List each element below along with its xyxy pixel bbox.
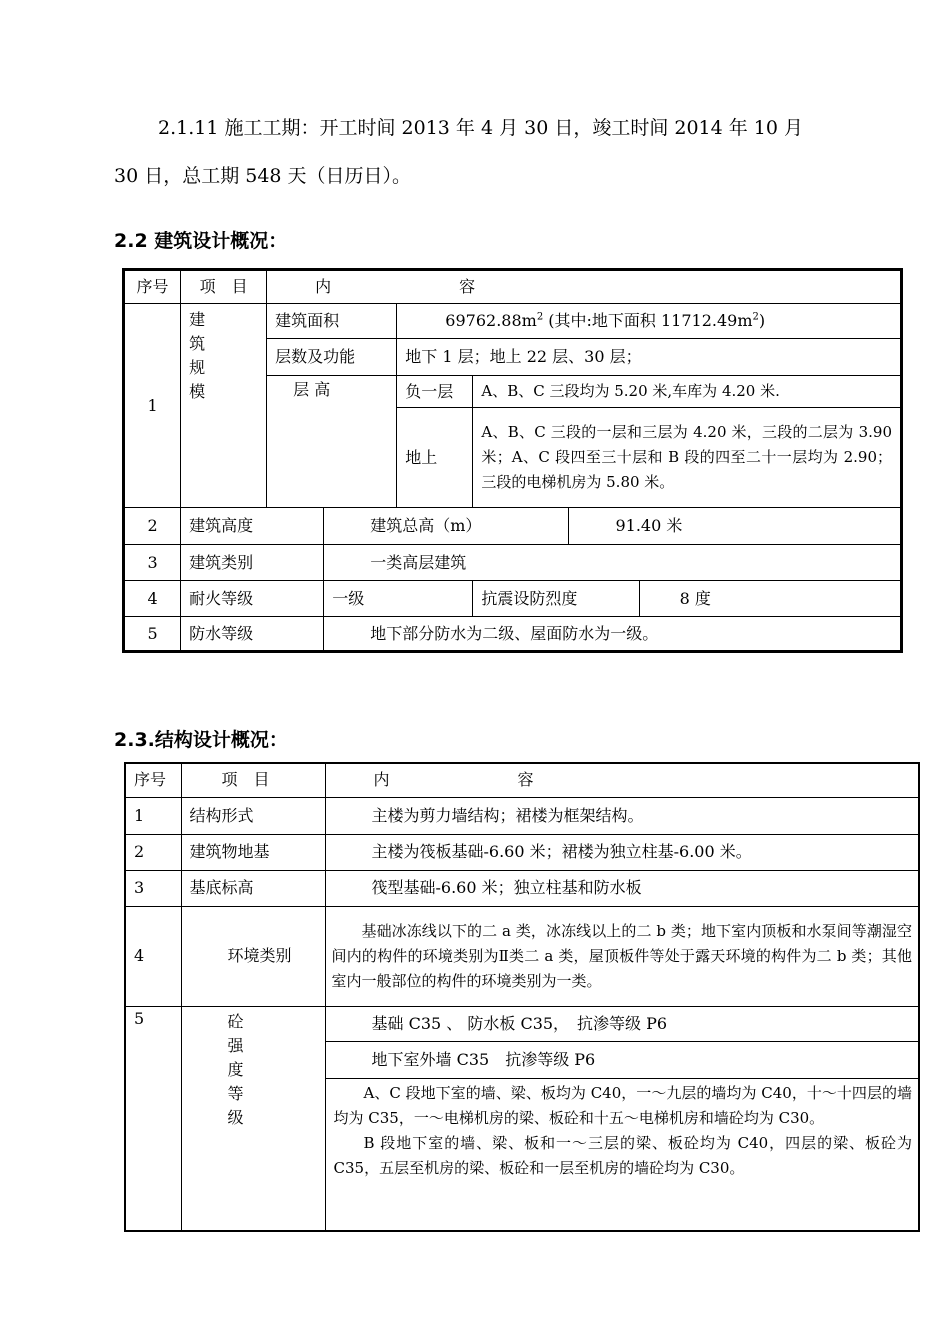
- table-row: [125, 797, 919, 834]
- table-row: [124, 581, 902, 617]
- header-no: 序号: [124, 270, 181, 304]
- base-elevation-value: 筏型基础-6.60 米；独立柱基和防水板: [325, 870, 919, 906]
- row-no: 4: [125, 906, 181, 1006]
- area-superscript: 2: [536, 311, 544, 323]
- base-elevation-label: 基底标高: [181, 870, 325, 906]
- seismic-value: 8 度: [639, 581, 901, 617]
- waterproof-label: 防水等级: [181, 617, 324, 652]
- floors-value: 地下 1 层；地上 22 层、30 层；: [397, 339, 902, 376]
- table-header-row: [124, 270, 902, 304]
- row-no: 3: [124, 545, 181, 581]
- table-row: [124, 508, 902, 545]
- segment-ac-text: A、C 段地下室的墙、梁、板均为 C40，一～九层的墙均为 C40，十～十四层的墙均为 C35，一～电梯机房的梁、板砼和十五～电梯机房和墙砼均为 C30。: [333, 1083, 912, 1127]
- area-number: 69762.88m: [445, 311, 537, 330]
- total-height-label: 建筑总高（m）: [324, 508, 569, 545]
- structure-overview-table: [124, 762, 920, 1232]
- row-no: 1: [124, 304, 181, 508]
- foundation-label: 建筑物地基: [181, 834, 325, 870]
- table-row: [124, 304, 902, 339]
- header-item: 项 目: [181, 270, 267, 304]
- scale-category: [181, 304, 267, 508]
- fire-rating-value: 一级: [324, 581, 473, 617]
- table-row: [125, 870, 919, 906]
- area-label: 建筑面积: [267, 304, 397, 339]
- above-ground-value: A、B、C 三段的一层和三层为 4.20 米，三段的二层为 3.90 米；A、C 段四至三十层和 B 段的四至二十一层均为 2.90；三段的电梯机房为 5.80 米。: [473, 408, 902, 508]
- row-no: 1: [125, 797, 181, 834]
- fire-rating-label: 耐火等级: [181, 581, 324, 617]
- seismic-label: 抗震设防烈度: [473, 581, 639, 617]
- height-label: 建筑高度: [181, 508, 324, 545]
- concrete-foundation-value: 基础 C35 、 防水板 C35， 抗渗等级 P6: [325, 1006, 919, 1041]
- concrete-segment-values: [325, 1078, 919, 1231]
- concrete-outer-wall-value: 地下室外墙 C35 抗渗等级 P6: [325, 1041, 919, 1078]
- table-row: [125, 906, 919, 1006]
- foundation-value: 主楼为筏板基础-6.60 米；裙楼为独立柱基-6.00 米。: [325, 834, 919, 870]
- table-row: [124, 545, 902, 581]
- table-header-row: [125, 763, 919, 797]
- schedule-line-2: 30 日，总工期 548 天（日历日）。: [114, 165, 412, 187]
- scale-category-label: 建筑规模: [189, 310, 206, 401]
- section-2-3-heading: 2.3.结构设计概况：: [114, 729, 288, 751]
- environment-value: 基础冰冻线以下的二 a 类，冰冻线以上的二 b 类；地下室内顶板和水泵间等潮湿空间内的构件的环境类别为Ⅱ类二 a 类，屋顶板件等处于露天环境的构件为二 b 类；其他室内一般部位的构件的环境类别为一类。: [325, 906, 919, 1006]
- area-underground: (其中:地下面积 11712.49m: [543, 311, 753, 330]
- table-row: [125, 834, 919, 870]
- basement-value: A、B、C 三段均为 5.20 米,车库为 4.20 米.: [473, 376, 902, 408]
- basement-label: 负一层: [397, 376, 473, 408]
- storey-height-label: 层 高: [267, 376, 397, 508]
- segment-b-text: B 段地下室的墙、梁、板和一～三层的梁、板砼均为 C40，四层的梁、板砼为 C35，五层至机房的梁、板砼和一层至机房的墙砼均为 C30。: [333, 1133, 912, 1177]
- table-row: [125, 1006, 919, 1041]
- header-content: 内 容: [325, 763, 919, 797]
- header-content: 内 容: [267, 270, 902, 304]
- header-no: 序号: [125, 763, 181, 797]
- area-underground-superscript: 2: [752, 311, 759, 323]
- header-item: 项 目: [181, 763, 325, 797]
- environment-label: 环境类别: [181, 906, 325, 1006]
- row-no: 3: [125, 870, 181, 906]
- area-value: [397, 304, 902, 339]
- row-no: 5: [124, 617, 181, 652]
- section-2-2-heading: 2.2 建筑设计概况：: [114, 230, 288, 252]
- above-ground-label: 地上: [397, 408, 473, 508]
- floors-label: 层数及功能: [267, 339, 397, 376]
- row-no: 4: [124, 581, 181, 617]
- concrete-grade-category: [181, 1006, 325, 1231]
- category-label: 建筑类别: [181, 545, 324, 581]
- structure-type-value: 主楼为剪力墙结构；裙楼为框架结构。: [325, 797, 919, 834]
- row-no: 2: [124, 508, 181, 545]
- total-height-value: 91.40 米: [569, 508, 902, 545]
- row-no: 2: [125, 834, 181, 870]
- concrete-grade-label: 砼强度等级: [227, 1011, 244, 1127]
- schedule-line-1: 2.1.11 施工工期：开工时间 2013 年 4 月 30 日，竣工时间 2014 年 10 月: [158, 117, 804, 139]
- waterproof-value: 地下部分防水为二级、屋面防水为一级。: [324, 617, 902, 652]
- area-close: ): [758, 311, 766, 330]
- category-value: 一类高层建筑: [324, 545, 902, 581]
- table-row: [124, 617, 902, 652]
- architecture-overview-table: [122, 268, 903, 653]
- structure-type-label: 结构形式: [181, 797, 325, 834]
- row-no: 5: [125, 1006, 181, 1231]
